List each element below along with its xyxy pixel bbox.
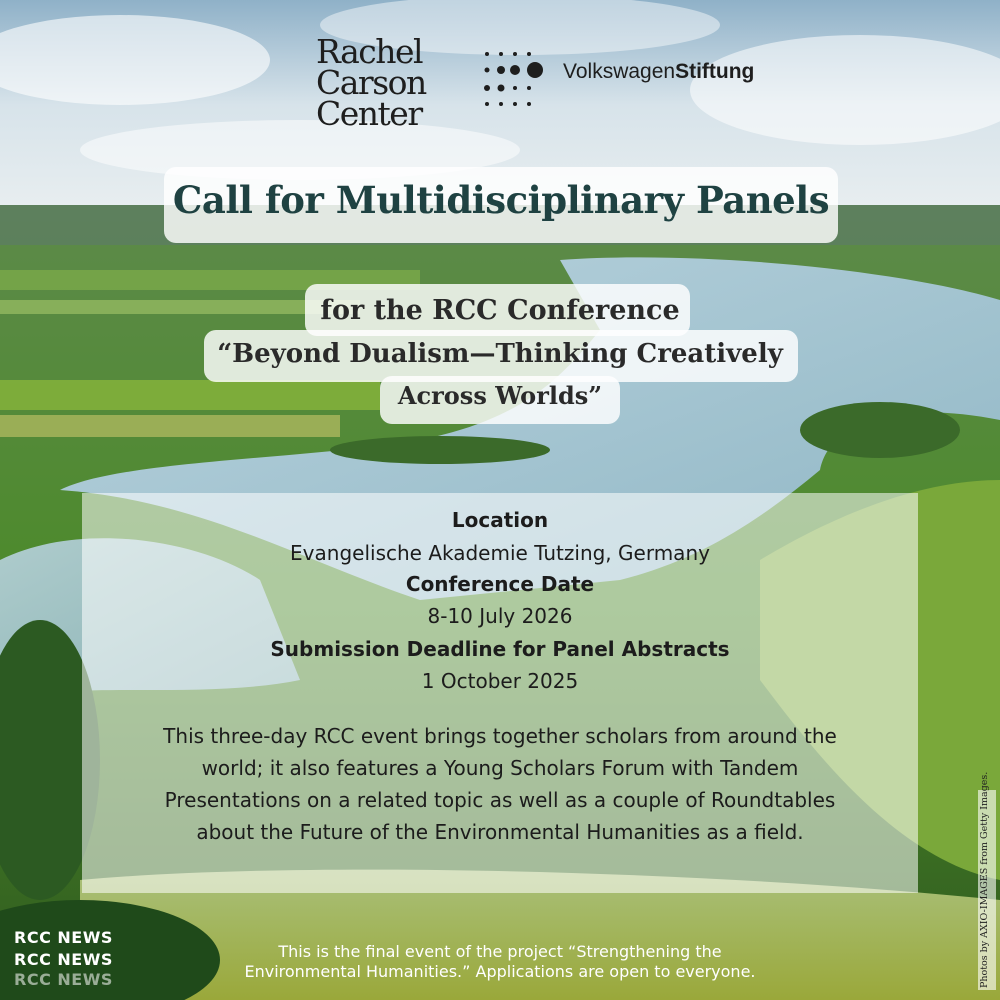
rcc-news-brand-2: RCC NEWS: [14, 950, 113, 969]
rcc-news-brand-1: RCC NEWS: [14, 928, 113, 947]
vw-logo-regular: Volkswagen: [563, 60, 676, 83]
deadline-label: Submission Deadline for Panel Abstracts: [270, 637, 730, 661]
rcc-logo-word-3: Center: [316, 94, 422, 133]
footer-line-2: Environmental Humanities.” Applications are open to everyone.: [244, 962, 756, 981]
rcc-news-brand-3: RCC NEWS: [14, 970, 113, 989]
conference-date-label: Conference Date: [405, 572, 595, 596]
conference-date-value: 8-10 July 2026: [427, 604, 573, 628]
rachel-carson-center-logo: [316, 32, 456, 133]
photo-credit: Photos by AXIO-IMAGES from Getty Images.: [979, 771, 990, 988]
volkswagen-stiftung-dots-icon: [483, 50, 547, 110]
location-value: Evangelische Akademie Tutzing, Germany: [290, 541, 710, 565]
location-label: Location: [451, 508, 549, 532]
rcc-logo-word-2: Carson: [316, 63, 426, 102]
deadline-value: 1 October 2025: [421, 669, 579, 693]
footer-line-1: This is the final event of the project “Strengthening the: [278, 942, 722, 961]
subtitle-line-2: “Beyond Dualism—Thinking Creatively: [217, 339, 783, 369]
footer-note: [150, 942, 850, 982]
subtitle-line-3: Across Worlds”: [397, 381, 603, 410]
subtitle-line-1: for the RCC Conference: [320, 295, 680, 326]
event-description: This three-day RCC event brings together scholars from around the world; it also features a Young Scholars Forum with Tandem Presentations on a related topic as well as a couple of Roundtables about the Future of the Environmental Humanities as a field.: [163, 724, 837, 844]
rcc-logo-word-1: Rachel: [316, 32, 423, 71]
volkswagen-stiftung-logo: [563, 60, 754, 84]
vw-logo-bold: Stiftung: [675, 60, 755, 83]
page-title: Call for Multidisciplinary Panels: [172, 178, 830, 222]
